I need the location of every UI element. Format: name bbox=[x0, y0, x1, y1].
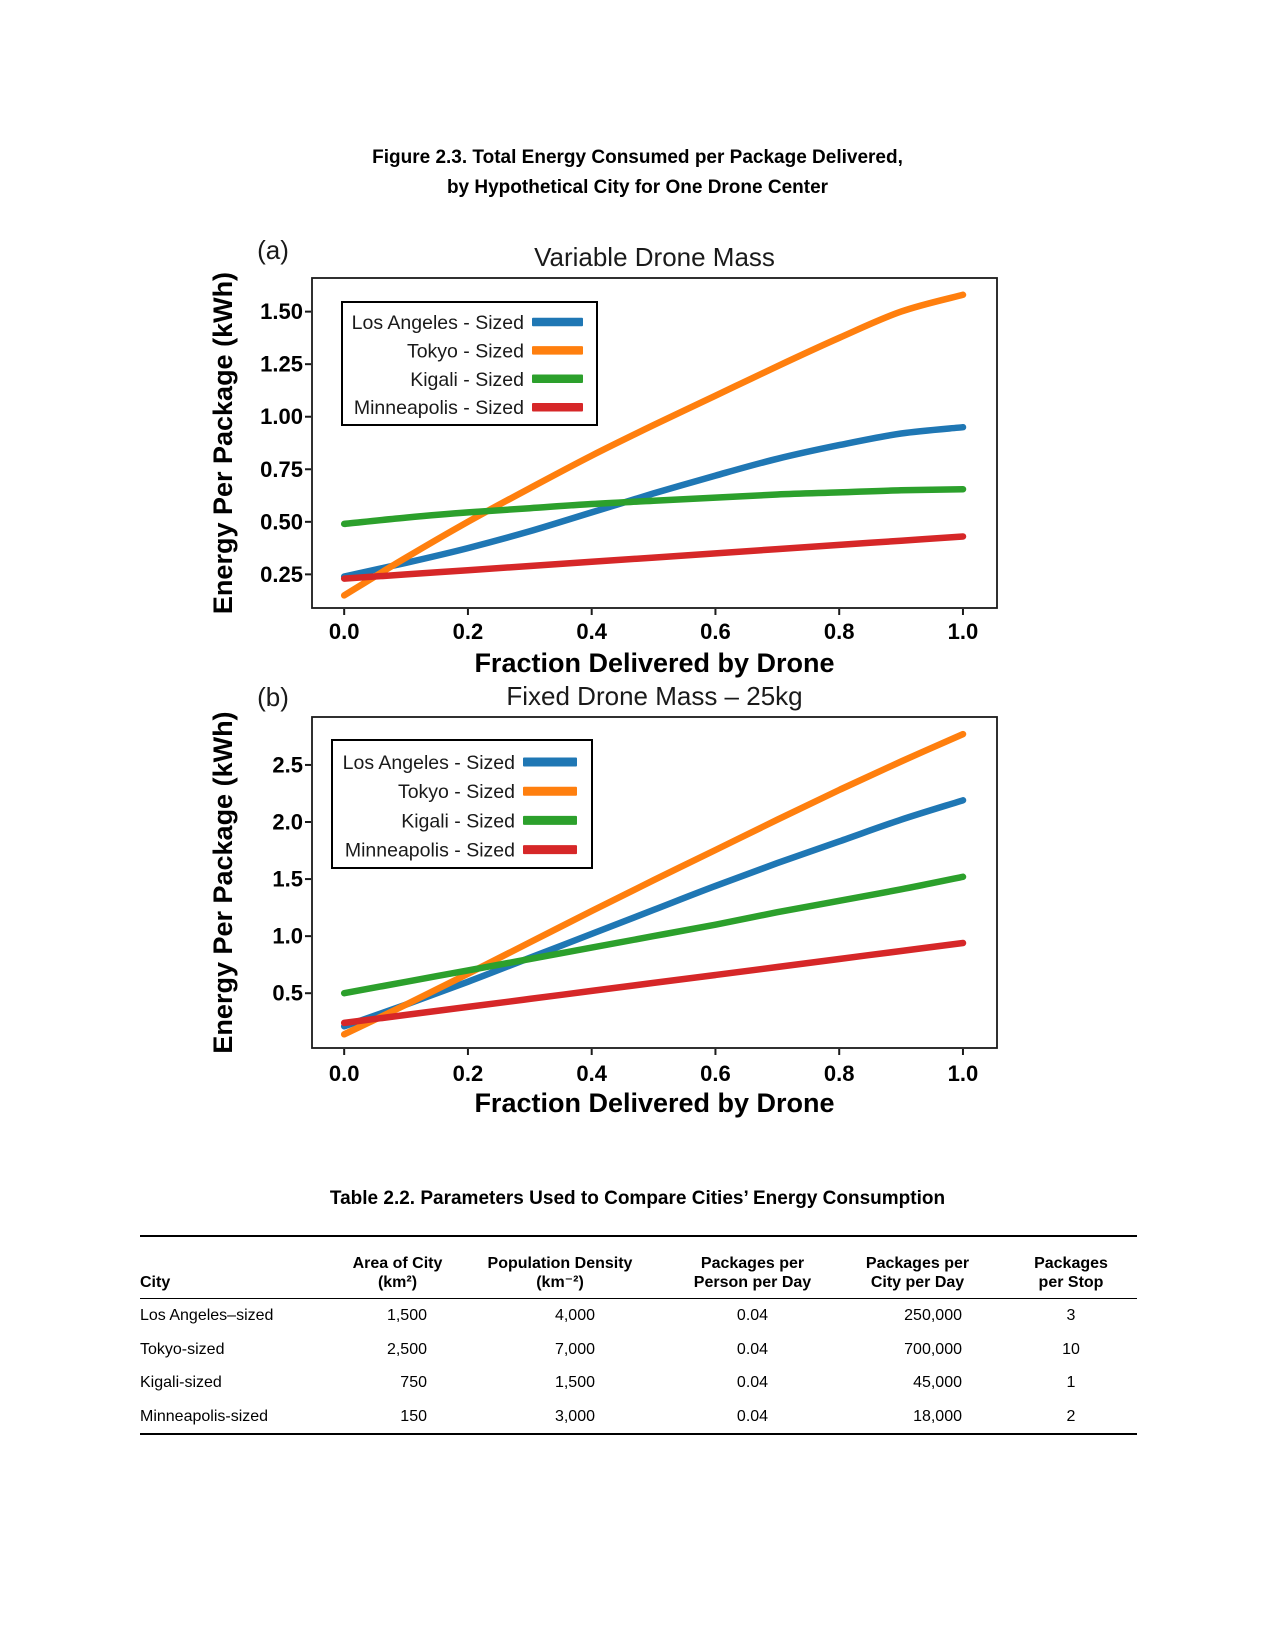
table-cell: 45,000 bbox=[913, 1374, 962, 1391]
chart-a-x-tick-label: 1.0 bbox=[947, 619, 979, 644]
column-header-packages-per bbox=[830, 1237, 1005, 1298]
table-cell: 3,000 bbox=[554, 1407, 595, 1425]
chart-a-title: Variable Drone Mass bbox=[534, 242, 775, 272]
table-row bbox=[140, 1400, 1137, 1434]
chart-b-legend-swatch-minneapolis-sized bbox=[523, 845, 577, 854]
table-cell: 0.04 bbox=[736, 1407, 769, 1425]
chart-b-y-tick-label: 2.0 bbox=[272, 809, 303, 835]
chart-b-x-tick-label: 0.0 bbox=[328, 1061, 360, 1086]
chart-b-line-minneapolis-sized bbox=[344, 943, 963, 1023]
table-cell: Los Angeles–sized bbox=[140, 1307, 274, 1324]
column-header-population-density bbox=[470, 1237, 650, 1298]
chart-b-legend-label-tokyo-sized: Tokyo - Sized bbox=[397, 781, 515, 804]
table-cell: 4,000 bbox=[554, 1307, 595, 1324]
chart-b-legend-label-los-angeles-sized: Los Angeles - Sized bbox=[342, 752, 515, 774]
chart-a-legend-label-los-angeles-sized: Los Angeles - Sized bbox=[351, 312, 524, 334]
chart-a-y-tick-label: 1.50 bbox=[260, 299, 303, 325]
chart-a-legend-swatch-kigali-sized bbox=[532, 375, 583, 384]
column-header-city bbox=[140, 1237, 325, 1298]
table-cell: Kigali-sized bbox=[140, 1374, 222, 1391]
column-header-packages-per bbox=[650, 1237, 830, 1298]
chart-a-legend-label-tokyo-sized: Tokyo - Sized bbox=[406, 340, 524, 363]
chart-a-y-axis-label: Energy Per Package (kWh) bbox=[208, 271, 238, 615]
table-cell: 700,000 bbox=[904, 1340, 962, 1358]
chart-a-legend-swatch-minneapolis-sized bbox=[532, 403, 583, 412]
chart-b-legend-swatch-kigali-sized bbox=[523, 816, 577, 825]
chart-a-y-tick-label: 1.00 bbox=[260, 404, 303, 430]
chart-a-y-tick-label: 0.25 bbox=[260, 561, 303, 587]
chart-b-x-tick-label: 1.0 bbox=[947, 1061, 979, 1086]
chart-a-x-axis-label: Fraction Delivered by Drone bbox=[474, 648, 835, 678]
chart-a-legend-label-minneapolis-sized: Minneapolis - Sized bbox=[353, 397, 524, 420]
chart-a-legend-label-kigali-sized: Kigali - Sized bbox=[410, 368, 524, 391]
table-cell: 150 bbox=[400, 1407, 427, 1425]
column-header-line: (km⁻²) bbox=[536, 1274, 584, 1291]
chart-b-x-tick-label: 0.6 bbox=[700, 1061, 731, 1086]
chart-a-x-tick-label: 0.4 bbox=[576, 619, 607, 644]
chart-b-legend-label-kigali-sized: Kigali - Sized bbox=[401, 810, 515, 833]
chart-b-legend-label-minneapolis-sized: Minneapolis - Sized bbox=[344, 839, 515, 862]
chart-a-y-tick-label: 0.75 bbox=[260, 456, 303, 482]
column-header-line: Packages per bbox=[865, 1255, 970, 1272]
column-header-line: per Stop bbox=[1038, 1274, 1104, 1291]
table-cell: 7,000 bbox=[554, 1340, 595, 1358]
column-header-line: Area of City bbox=[352, 1255, 443, 1272]
chart-b-x-tick-label: 0.8 bbox=[823, 1061, 855, 1086]
figure-caption-line2: by Hypothetical City for One Drone Center bbox=[446, 177, 829, 198]
column-header-line: City per Day bbox=[870, 1274, 965, 1291]
table-cell: 18,000 bbox=[913, 1407, 962, 1425]
table-cell: 0.04 bbox=[736, 1374, 769, 1391]
chart-b-y-axis-label: Energy Per Package (kWh) bbox=[208, 711, 238, 1054]
table-cell: 0.04 bbox=[736, 1340, 769, 1358]
chart-b-x-tick-label: 0.4 bbox=[576, 1061, 607, 1086]
column-header-area-of-city bbox=[325, 1237, 470, 1298]
chart-a-y-tick-label: 0.50 bbox=[260, 509, 303, 535]
chart-a-x-tick-label: 0.6 bbox=[700, 619, 731, 644]
table-caption: Table 2.2. Parameters Used to Compare Cities’ Energy Consumption bbox=[329, 1188, 946, 1209]
chart-a-x-tick-label: 0.8 bbox=[823, 619, 855, 644]
chart-b-panel-label: (b) bbox=[257, 682, 289, 712]
parameters-table bbox=[140, 1235, 1137, 1435]
chart-b-y-tick-label: 1.0 bbox=[272, 923, 303, 949]
table-row bbox=[140, 1366, 1137, 1400]
column-header-packages bbox=[1005, 1237, 1137, 1298]
table-row bbox=[140, 1299, 1137, 1333]
table-cell: 3 bbox=[1066, 1307, 1076, 1324]
chart-a-y-tick-label: 1.25 bbox=[260, 351, 303, 377]
table-cell: 1,500 bbox=[386, 1307, 427, 1324]
chart-b-line-kigali-sized bbox=[344, 877, 963, 993]
column-header-line: (km²) bbox=[377, 1274, 418, 1291]
table-cell: 250,000 bbox=[904, 1307, 962, 1324]
column-header-line: Person per Day bbox=[693, 1274, 812, 1291]
chart-a-x-tick-label: 0.2 bbox=[452, 619, 484, 644]
table-cell: 0.04 bbox=[736, 1307, 769, 1324]
column-header-line: Packages per bbox=[700, 1255, 805, 1272]
column-header-line: Population Density bbox=[487, 1255, 633, 1272]
table-cell: Minneapolis-sized bbox=[140, 1407, 269, 1425]
chart-b-x-tick-label: 0.2 bbox=[452, 1061, 484, 1086]
figure-caption-line1: Figure 2.3. Total Energy Consumed per Package Delivered, bbox=[372, 147, 903, 168]
column-header-line: City bbox=[140, 1274, 171, 1291]
chart-a-legend-swatch-tokyo-sized bbox=[532, 346, 583, 355]
table-cell: 1 bbox=[1066, 1374, 1076, 1391]
chart-a-panel-label: (a) bbox=[257, 235, 289, 265]
table-cell: 1,500 bbox=[554, 1374, 595, 1391]
chart-b-x-axis-label: Fraction Delivered by Drone bbox=[474, 1088, 835, 1118]
table-row bbox=[140, 1333, 1137, 1367]
chart-b-y-tick-label: 0.5 bbox=[272, 980, 303, 1006]
table-header-row bbox=[140, 1237, 1137, 1299]
chart-a-legend-swatch-los-angeles-sized bbox=[532, 318, 583, 327]
chart-b-legend-swatch-tokyo-sized bbox=[523, 787, 577, 796]
table-cell: 10 bbox=[1062, 1340, 1080, 1358]
chart-b-title: Fixed Drone Mass – 25kg bbox=[506, 681, 803, 711]
table-cell: 2 bbox=[1066, 1407, 1076, 1425]
chart-b-y-tick-label: 2.5 bbox=[272, 752, 303, 778]
chart-a-x-tick-label: 0.0 bbox=[328, 619, 360, 644]
table-cell: Tokyo-sized bbox=[140, 1340, 225, 1358]
chart-b-legend-swatch-los-angeles-sized bbox=[523, 758, 577, 767]
table-cell: 2,500 bbox=[386, 1340, 427, 1358]
table-cell: 750 bbox=[400, 1374, 427, 1391]
chart-b-y-tick-label: 1.5 bbox=[272, 866, 303, 892]
column-header-line: Packages bbox=[1034, 1255, 1108, 1272]
